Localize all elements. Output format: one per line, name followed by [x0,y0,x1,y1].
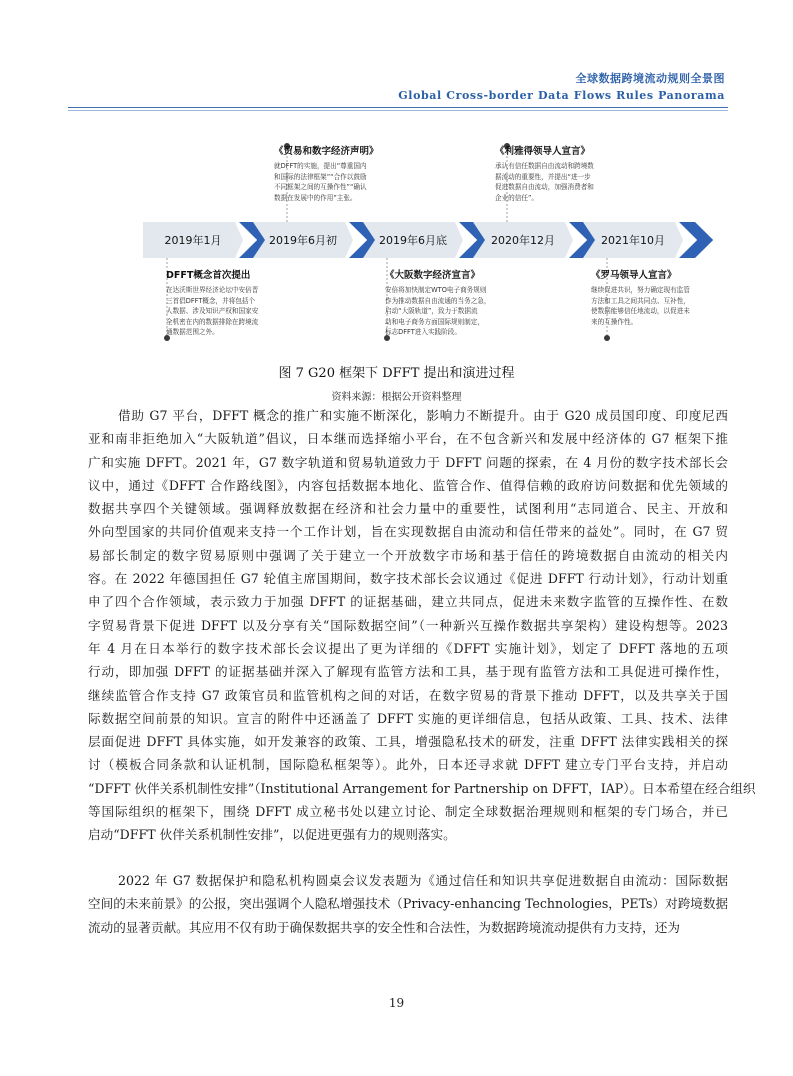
header-title-en: Global Cross-border Data Flows Rules Panorama [398,89,725,102]
text-line: 等国际组织的框架下，围绕 DFFT 成立秘书处以建立讨论、制定全球数据治理规则和框架的专门场合，并已 [88,804,728,820]
timeline-node-label: 2019年1月 [164,234,222,247]
event-trade-digital-statement [274,143,379,203]
event-title: DFFT概念首次提出 [166,270,251,281]
text-line: 申了四个合作领域，表示致力于加强 DFFT 的证据基础，建立共同点，促进未来数字监管的互操作性、在数 [88,594,728,610]
event-desc: 安倍将加快制定WTO电子商务规则 作为推动数据自由流通的当务之急， 启动“大阪轨道”，致力于数据流 动和电子商务方面国际规则制定， 标志DFFT进入实践阶段。 [385,286,491,337]
figure-caption: 图 7 G20 框架下 DFFT 提出和演进过程 [278,366,515,381]
timeline-node-label: 2021年10月 [601,234,665,247]
text-line: 行动，即加强 DFFT 的证据基础并深入了解现有监管方法和工具，基于现有监管方法和工具促进可操作性， [88,664,728,680]
text-line: “DFFT 伙伴关系机制性安排”（Institutional Arrangement for Partnership on DFFT，IAP）。日本希望在经合组织 [88,780,756,796]
event-rome-declaration [591,267,690,327]
header-title-cn: 全球数据跨境流动规则全景图 [575,72,725,85]
timeline-node-label: 2019年6月初 [269,234,337,247]
text-line: 数据共享四个关键领域。强调释放数据在经济和社会力量中的重要性，试图利用“志同道合、民主、开放和 [88,501,728,517]
text-line: 议中，通过《DFFT 合作路线图》，内容包括数据本地化、监管合作、值得信赖的政府访问数据和优先领域的 [88,477,728,493]
text-line: 启动“DFFT 伙伴关系机制性安排”，以促进更强有力的规则落实。 [88,827,456,843]
event-riyadh-declaration [495,143,594,203]
event-title: 《罗马领导人宣言》 [591,270,677,281]
event-dfft-concept [166,267,258,338]
text-line: 广和实施 DFFT。2021 年，G7 数字轨道和贸易轨道致力于 DFFT 问题的探索，在 4 月份的数字技术部长会 [88,454,728,470]
text-line: 字贸易背景下促进 DFFT 以及分享有关“国际数据空间”（一种新兴互操作数据共享架构）建设构想等。2023 [88,617,728,633]
text-line: 易部长制定的数字贸易原则中强调了关于建立一个开放数字市场和基于信任的跨境数据自由流动的相关内 [88,547,728,563]
text-line: 容。在 2022 年德国担任 G7 轮值主席国期间，数字技术部长会议通过《促进 DFFT 行动计划》，行动计划重 [88,571,728,587]
text-line: 继续监管合作支持 G7 政策官员和监管机构之间的对话，在数字贸易的背景下推动 DFFT，以及共享关于国 [88,687,728,703]
event-desc: 在达沃斯世界经济论坛中安倍晋 三首倡DFFT概念，并将包括个 人数据、涉及知识产权和国家安 全机密在内的数据排除在跨境流 通数据范围之外。 [166,286,259,337]
timeline-chevron [679,222,713,258]
text-line: 讨（模板合同条款和认证机制，国际隐私框架等）。此外，日本还寻求就 DFFT 建立专门平台支持，并启动 [88,757,728,773]
page-number: 19 [388,996,405,1010]
event-desc: 继续促进共识，努力确定现有监管 方法和工具之间共同点、互补性， 使数据能够信任地流动，以促进未 来的互操作性。 [591,286,690,326]
text-line: 2022 年 G7 数据保护和隐私机构圆桌会议发表题为《通过信任和知识共享促进数据自由流动：国际数据 [118,873,728,888]
event-title: 《贸易和数字经济声明》 [274,146,379,157]
figure-source: 资料来源：根据公开资料整理 [331,392,462,403]
text-line: 层面促进 DFFT 具体实施，如开发兼容的政策、工具，增强隐私技术的研发，注重 DFFT 法律实践相关的探 [88,734,728,750]
text-line: 年 4 月在日本举行的数字技术部长会议提出了更为详细的《DFFT 实施计划》，划定了 DFFT 落地的五项 [88,640,728,656]
event-osaka-declaration [385,267,491,338]
text-line: 际数据空间前景的知识。宣言的附件中还涵盖了 DFFT 实施的更详细信息，包括从政策、工具、技术、法律 [88,710,728,726]
event-title: 《大阪数字经济宣言》 [385,270,481,281]
text-line: 空间的未来前景》的公报，突出强调个人隐私增强技术（Privacy-enhancing Technologies，PETs）对跨境数据 [88,896,729,912]
text-line: 亚和南非拒绝加入“大阪轨道”倡议，日本继而选择缩小平台，在不包含新兴和发展中经济体的 G7 框架下推 [88,431,728,447]
text-line: 外向型国家的共同价值观来支持一个工作计划，旨在实现数据自由流动和信任带来的益处”。同时，在 G7 贸 [88,524,728,540]
text-line: 借助 G7 平台，DFFT 概念的推广和实施不断深化，影响力不断提升。由于 G20 成员国印度、印度尼西 [118,408,728,423]
text-line: 流动的显著贡献。其应用不仅有助于确保数据共享的安全性和合法性，为数据跨境流动提供有力支持，还为 [88,919,680,935]
event-desc: 就DFFT的实施，提出“尊重国内 和国际的法律框架”“合作以鼓励 不同框架之间的互操作性”“确认 数据在发展中的作用”主张。 [274,162,367,202]
timeline-dot [604,335,610,341]
timeline-node-label: 2019年6月底 [379,234,447,247]
event-title: 《利雅得领导人宣言》 [495,146,591,157]
timeline-node-label: 2020年12月 [491,234,555,247]
event-desc: 承认有信任数据自由流动和跨境数 据流动的重要性，并提出“进一步 促进数据自由流动，加强消费者和 企业的信任”。 [495,162,594,202]
body-paragraph-2 [88,869,728,939]
body-paragraph-1 [88,404,756,847]
